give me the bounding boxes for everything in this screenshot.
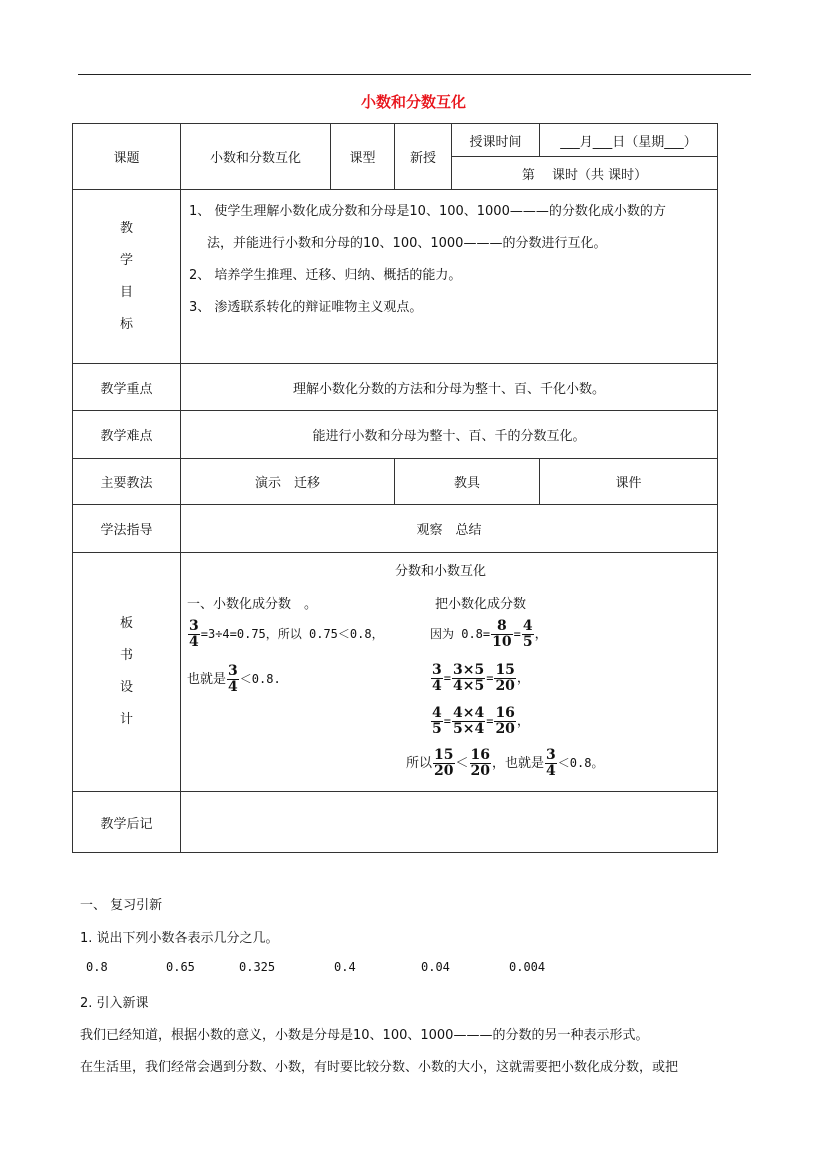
board-right-heading: 把小数化成分数 — [435, 597, 527, 612]
objectives-content — [181, 190, 718, 364]
decimal-item: 0.325 — [239, 960, 276, 974]
board-label-char: 设 — [119, 680, 133, 695]
board-heading: 分数和小数互化 — [395, 564, 487, 579]
tool-label: 教具 — [395, 459, 540, 505]
reflection-label: 教学后记 — [73, 792, 181, 853]
fraction: $\frac{3}{4}$ — [432, 662, 442, 694]
board-right-line-1: 因为 0.8= $\frac{8}{10}$ = $\frac{4}{5}$ ， — [430, 618, 548, 650]
question-2: 2. 引入新课 — [80, 996, 149, 1011]
key-point-label: 教学重点 — [73, 364, 181, 411]
objective-item-1-line-1: 1、 使学生理解小数化成分数和分母是10、100、1000———的分数化成小数的方 — [189, 204, 666, 219]
paragraph-2: 在生活里，我们经常会遇到分数、小数，有时要比较分数、小数的大小，这就需要把小数化成分数，或把 — [80, 1060, 679, 1075]
period-value: 第 课时（共 课时） — [452, 157, 718, 190]
objectives-label-char: 教 — [119, 220, 133, 236]
objectives-label-char: 学 — [119, 252, 133, 268]
objectives-label — [73, 190, 181, 364]
header-rule — [78, 74, 751, 75]
objective-item-3: 3、 渗透联系转化的辩证唯物主义观点。 — [189, 300, 423, 315]
question-1: 1. 说出下列小数各表示几分之几。 — [80, 931, 279, 946]
fraction: $\frac{4\times 4}{5\times 4}$ — [452, 705, 485, 737]
fraction: $\frac{3}{4}$ — [546, 747, 556, 779]
decimal-item: 0.4 — [334, 960, 356, 974]
difficulty-value: 能进行小数和分母为整十、百、千的分数互化。 — [181, 411, 718, 459]
board-label-char: 板 — [119, 616, 133, 631]
fraction: $\frac{16}{20}$ — [470, 747, 490, 779]
fraction: $\frac{15}{20}$ — [434, 747, 454, 779]
section-heading: 一、 复习引新 — [80, 898, 163, 913]
difficulty-label: 教学难点 — [73, 411, 181, 459]
fraction: $\frac{3}{4}$ — [228, 663, 238, 695]
fraction: $\frac{3}{4}$ — [189, 618, 199, 650]
board-right-line-2: $\frac{3}{4}$ = $\frac{3\times 5}{4\times 5}$ = $\frac{15}{20}$ ， — [432, 662, 530, 694]
fraction: $\frac{3\times 5}{4\times 5}$ — [452, 662, 485, 694]
page-title: 小数和分数互化 — [360, 93, 466, 111]
fraction: $\frac{4}{5}$ — [432, 705, 442, 737]
decimal-item: 0.004 — [509, 960, 546, 974]
decimal-item: 0.8 — [86, 960, 108, 974]
method-value: 演示 迁移 — [181, 459, 395, 505]
key-point-value: 理解小数化分数的方法和分母为整十、百、千化小数。 — [181, 364, 718, 411]
topic-label: 课题 — [73, 124, 181, 190]
board-left-heading: 一、小数化成分数 。 — [187, 597, 318, 612]
fraction: $\frac{4}{5}$ — [522, 618, 533, 650]
board-right-line-3: $\frac{4}{5}$ = $\frac{4\times 4}{5\times 4}$ = $\frac{16}{20}$ ， — [432, 705, 530, 737]
fraction: $\frac{8}{10}$ — [492, 618, 512, 650]
decimal-item: 0.04 — [421, 960, 450, 974]
objective-item-2: 2、 培养学生推理、迁移、归纳、概括的能力。 — [189, 268, 462, 283]
time-label: 授课时间 — [452, 124, 540, 157]
type-label: 课型 — [331, 124, 395, 190]
board-label — [73, 553, 181, 792]
board-left-line-1: $\frac{3}{4}$ =3÷4=0.75，所以 0.75＜0.8， — [189, 618, 384, 650]
board-content — [181, 553, 718, 792]
guidance-label: 学法指导 — [73, 505, 181, 553]
method-label: 主要教法 — [73, 459, 181, 505]
guidance-value: 观察 总结 — [181, 505, 718, 553]
objectives-label-char: 标 — [119, 316, 133, 332]
reflection-content — [181, 792, 718, 853]
topic-value: 小数和分数互化 — [181, 124, 331, 190]
objective-item-1-line-2: 法，并能进行小数和分母的10、100、1000———的分数进行互化。 — [207, 236, 607, 251]
decimal-item: 0.65 — [166, 960, 195, 974]
tool-value: 课件 — [540, 459, 718, 505]
paragraph-1: 我们已经知道，根据小数的意义，小数是分母是10、100、1000———的分数的另一种表示形式。 — [80, 1028, 649, 1043]
board-label-char: 书 — [119, 648, 133, 663]
objectives-label-char: 目 — [119, 284, 133, 300]
fraction: $\frac{15}{20}$ — [495, 662, 515, 694]
fraction: $\frac{16}{20}$ — [495, 705, 515, 737]
type-value: 新授 — [395, 124, 452, 190]
time-value: ___月___日（星期___） — [540, 124, 718, 157]
board-left-line-2: 也就是 $\frac{3}{4}$ ＜0.8. — [187, 663, 281, 695]
lesson-plan-table — [72, 123, 718, 853]
board-right-line-4: 所以 $\frac{15}{20}$ ＜ $\frac{16}{20}$ ，也就是 $\frac{3}{4}$ ＜0.8。 — [406, 747, 604, 779]
board-label-char: 计 — [119, 712, 133, 727]
